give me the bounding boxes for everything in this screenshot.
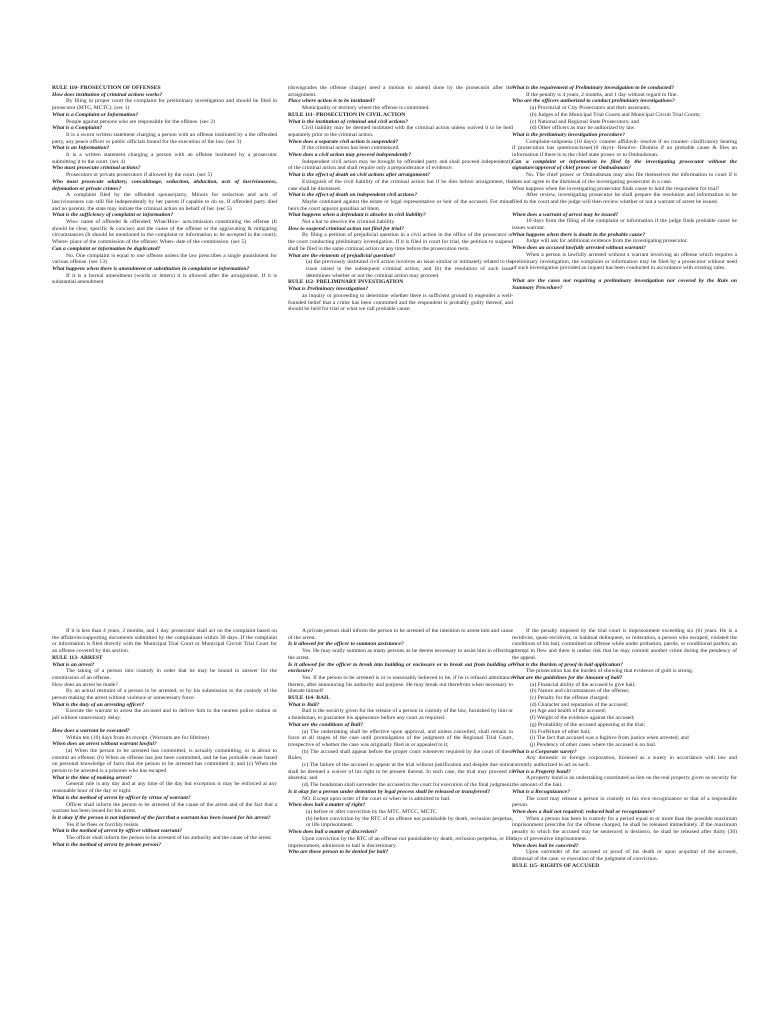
question-heading: What is the duty of an arresting officer? [52, 701, 145, 708]
paragraph: (i) The fact that accused was a fugitive from justice when arrested; and [530, 735, 689, 742]
question-heading: What is Bail? [288, 701, 320, 708]
question-heading: What is the effect of death on independent civil actions? [288, 192, 418, 199]
section-heading: RULE 111- PROSECUTION IN CIVIL ACTION [288, 111, 406, 118]
paragraph: (d) The bondsman shall surrender the accused to the court for execution of the final judgment. [302, 782, 513, 789]
question-heading: What is Preliminary investigation? [288, 286, 369, 293]
paragraph: Extinguish of the civil liability of the criminal action but if he dies before arraignment, the case shall be dismissed. [288, 178, 513, 192]
section-heading: RULE 114- BAIL [288, 695, 330, 702]
question-heading: What is a Corporate surety? [512, 748, 577, 755]
question-heading: When does an accused lawfully arrested without warrant? [512, 245, 646, 252]
paragraph: No. The chief prosec or Ombudsman may also file themselves the information to court if it does not agree to the dismissal of the investigating prosecutor in a case. [512, 172, 737, 185]
question-heading: When does bail be canceled? [512, 842, 579, 849]
question-heading: Who must prosecute adultery, concubinage, seduction, abduction, acts of lasciviousness, defamation or private crimes? [52, 178, 277, 192]
paragraph: (a) The undertaking shall be effective upon approval, and unless cancelled, shall remain in force at all stages of the case until promulgation of the judgment of the Regional Trial Court, irrespective of whether the case was originally filed in or appealed to it; [288, 728, 513, 748]
paragraph: (b) before conviction by the RTC of an offense not punishable by death, reclusion perpetua, or life imprisonment. [306, 815, 513, 829]
paragraph: NO. Except upon order of the court or when he is admitted to bail. [302, 795, 451, 802]
question-heading: What is a Complaint or Information? [52, 111, 139, 118]
question-heading: What is the institution of criminal and civil actions? [288, 118, 408, 125]
paragraph: It is a written statement charging a person with an offense instituted by a prosecutor submitting it to the court. (sec 4) [52, 152, 277, 165]
bottom-column-2 [288, 628, 513, 856]
paragraph: Yes. If the person to be arrested is or is reasonably believed to be, if he is refused admittance thereto, after announcing his authority and purpose. He may break out therefrom when necessary to liberate himself [288, 674, 513, 695]
paragraph: It is a sworn written statement charging a person with an offense instituted by a the offended party, any peace officer or public officials bound for the execution of the law. (sec 3) [52, 131, 277, 145]
question-heading: When does a Bail not required; reduced bail or recognizance? [512, 808, 656, 815]
question-heading: How does institution of criminal actions works? [52, 91, 163, 98]
question-heading: What is a Complaint? [52, 125, 103, 132]
paragraph: A private person shall inform the person to be arrested of the intention to arrest him and cause of the arrest. [288, 628, 513, 641]
question-heading: What are the elements of prejudicial question? [288, 252, 396, 259]
question-heading: What is the method of arrest by officer without warrant? [52, 828, 182, 835]
question-heading: When does a separate civil action is suspended? [288, 138, 399, 145]
top-column-2 [288, 85, 513, 313]
paragraph: When a person has been in custody for a period equal to or more than the possible maximum imprisonment prescribe for the offense charged, he shall be released immediately. If the maximum penalty to which the accused may be sentenced is destierro, he shall be released after thirty (30) days of preventive imprisonment. [512, 815, 737, 842]
paragraph: Any domestic or foreign corporation, licensed as a surety in accordance with law and currently authorized to act as such. [512, 755, 737, 769]
paragraph: (g) Probability of the accused appearing at the trial; [530, 721, 646, 728]
question-heading: Place where action is to be instituted? [288, 98, 376, 105]
paragraph: The prosecution has the burden of showing that evidence of guilt is strong. [526, 668, 694, 675]
question-heading: Who are those person to be denied for bail? [288, 849, 389, 856]
paragraph: (j) Pendency of other cases where the accused is on bail. [530, 741, 657, 748]
paragraph: (b) Judges of the Municipal Trial Courts and Municipal Circuit Trial Courts; [530, 111, 701, 118]
paragraph: The taking of a person into custody in order that he may be bound to answer for the commission of an offense. [52, 668, 277, 681]
paragraph: (b) The accused shall appear before the proper court whenever required by the court of these Rules; [288, 748, 513, 762]
question-heading: Can a complaint or information be duplicated? [52, 245, 161, 252]
question-heading: What is the sufficiency of complaint or information? [52, 212, 174, 219]
paragraph: (h) Forfeiture of other bail; [530, 728, 591, 735]
question-heading: What are the guidelines for the Amount of bail? [512, 674, 623, 681]
paragraph: Within ten (10) days from its receipt. (Warrants are for lifetime) [66, 734, 209, 741]
paragraph: (a) before or after conviction by the MTC, MTCC, MCTC [306, 808, 437, 815]
paragraph: By filing in proper court the complaint for preliminary investigation and should be filed in prosecutor (MTC, MCTC). (sec 1) [52, 98, 277, 112]
question-heading: What are the conditions of Bail? [288, 721, 364, 728]
paragraph: (a) Financial ability of the accused to give bail; [530, 681, 636, 688]
paragraph: Independent civil action may be brought by offended party and shall proceed independently of the criminal action and shall require only a preponderance of evidence. [288, 158, 513, 172]
question-heading: What is the method of arrest by private person? [52, 841, 162, 848]
section-heading: RULE 112- PRELIMINARY INVESTIGATION [288, 279, 404, 286]
paragraph: (c) Penalty for the offense charged; [530, 695, 609, 702]
paragraph: No. One complaint is equal to one offense unless the law prescribes a single punishment for various offense. (sec 13) [52, 252, 277, 266]
question-heading: Can a complaint or information be filed by the investigating prosecutor without the signature/approval of chief prosec or Ombudsman? [512, 158, 737, 172]
question-heading: Is it okay if the person is not informed of the fact that a warrant has been issued for his arrest? [52, 814, 271, 821]
paragraph: (d) Other officers as may be authorized by law. [530, 125, 636, 132]
paragraph: Maybe continued against the estate or legal representative or heir of the accused. For minor heirs the court appoint guardian ad litem. [288, 198, 513, 212]
question-heading: What is the Burden of proof in bail application? [512, 661, 623, 668]
paragraph: (a) Provincial or City Prosecutors and their assistants; [530, 105, 651, 112]
top-column-1 [52, 85, 277, 286]
paragraph: Execute the warrant to arrest the accused and to deliver him to the nearest police station or jail without unnecessary delay. [52, 708, 277, 722]
question-heading: How to suspend criminal action not filed for trial? [288, 225, 404, 232]
question-heading: How does a warrant be executed? [52, 727, 130, 734]
paragraph: Not a bar to absolve the criminal liability. [302, 219, 396, 226]
question-heading: What is a Recognizance? [512, 788, 570, 795]
paragraph: (a) the previously instituted civil action involves an issue similar or intimately related to the issue raised in the subsequent criminal action, and (b) the resolution of such issue determines whether or not the criminal action may proceed. [306, 259, 513, 279]
paragraph: Prosecutors or private prosecutors if allowed by the court. (sec 5) [66, 172, 213, 179]
question-heading: What is the requirement of Preliminary investigation to be conducted? [512, 85, 675, 91]
section-heading: RULE 113- ARREST [52, 654, 103, 661]
paragraph: If the penalty is 4 years, 2 months, and 1 day without regard to fine. [526, 91, 678, 98]
paragraph: (e) Age and health of the accused; [530, 708, 607, 715]
paragraph: Upon conviction by the RTC of an offense not punishable by death, reclusion perpetua, or life imprisonment, admission to bail is discretionary. [288, 835, 513, 849]
question-heading: What is the effect of death on civil actions after arraignment? [288, 172, 430, 179]
paragraph: If the penalty imposed by the trial court is imprisonment exceeding six (6) years. He is a recidivist, quasi-recidivist, or habitual delinquent, or reiteration, a person who escaped, violated the conditions of his bail, committed an offense while under probation, parole, or conditional pardon, an attempt to flew and there is undue risk that he may commit another crime during the pendency of the appeal. [512, 628, 737, 661]
bottom-column-1 [52, 628, 277, 849]
section-heading: RULE 115- RIGHTS OF ACCUSED [512, 862, 600, 869]
question-heading: What are the cases not requiring a preliminary investigation nor covered by the Rule on Summary Procedure? [512, 277, 737, 291]
paragraph: A property bond is an undertaking constituted as lien on the real property given as security for the amount of the bail. [512, 775, 737, 789]
paragraph: By filing a petition of prejudicial question in a civil action in the office of the prosecutor or the court conducting preliminary investigation. If it is filed in court for trial, the petition to suspend shall be filed in the same criminal action at any time before the prosecution rests. [288, 232, 513, 252]
paragraph: How does an arrest be made? [52, 681, 118, 688]
paragraph: Yes. He may orally summon as many persons as he deems necessary to assist him in effecting the arrest. [288, 648, 513, 661]
question-heading: Is it okay for a person under detention by legal process shall be released or transferred? [288, 788, 491, 795]
paragraph: Upon surrender of the accused or proof of his death or upon acquittal of the accused, dismissal of the case, or execution of the judgment of conviction. [512, 849, 737, 862]
paragraph: Who- name of offender & offended; What/How- acts/omission constituting the offense (It should be clear, specific & concise) and the cause of the offense or the aggravating & mitigating circumstances (It should be mentioned in the complaint or information to be accepted in the court); Where- place of the commission of the offense; When- date of the commission. (sec 5) [52, 219, 277, 246]
paragraph: What happens when the investigating prosecutor finds cause to hold the respondent for trial? [512, 185, 720, 192]
question-heading: When does an arrest without warrant lawful? [52, 741, 157, 748]
paragraph: an inquiry or proceeding to determine whether there is sufficient ground to engender a well-founded belief that a crime has been committed and the respondent is probably guilty thereof, and should be held for trial or what we call probable cause. [288, 292, 513, 313]
paragraph: People against persons who are responsible for the offense. (sec 2) [66, 118, 215, 125]
paragraph: (c) National and Regional State Prosecutors; and [530, 118, 640, 125]
paragraph: (c) The failure of the accused to appear at the trial without justification and despite due notice shall be deemed a waiver of his right to be present thereat. In such case, the trial may proceed in absentia; and [288, 762, 513, 782]
top-column-3 [512, 85, 737, 291]
question-heading: What happens when a defendant is absolve in civil liability? [288, 212, 426, 219]
paragraph: If it is a formal amendment (words or letters) it is allowed after the arraignment. If it is substantial amendment [52, 272, 277, 286]
question-heading: Is it allowed for the officer to summon assistance? [288, 641, 404, 648]
section-heading: RULE 110- PROSECUTION OF OFFENSES [52, 85, 161, 91]
question-heading: What happens when there is doubt in the probable cause? [512, 231, 646, 238]
paragraph: Municipality or territory where the offense is committed. [302, 105, 430, 112]
paragraph: A complaint filed by the offended spouse/party. Minors for seduction and acts of lasciviousness can still file independently by her parent if capable to do so. If offended party died and no parents, the state may initiate the criminal action on behalf of her. (sec 5) [52, 192, 277, 212]
paragraph: Bail is the security given for the release of a person in custody of the law, furnished by him or a bondsman, to guarantee his appearance before any court as required. [288, 708, 513, 722]
question-heading: What is an arrest? [52, 661, 95, 668]
question-heading: What is the method of arrest by officer by virtue of warrant? [52, 794, 191, 801]
question-heading: Who must prosecute criminal actions? [52, 165, 141, 172]
question-heading: What is the time of making arrest? [52, 774, 132, 781]
paragraph: By an actual restraint of a person to be arrested, or by his submission to the custody of the person making the arrest without violence or unnecessary force. [52, 688, 277, 702]
question-heading: When does a warrant of arrest may be issued? [512, 211, 619, 218]
question-heading: What is the preliminary investigation procedure? [512, 131, 625, 138]
paragraph: After review, investigating prosecutor he shall prepare the resolution and information to be filed to the court and the judge will then review whether or not a warrant of arrest be issued. [512, 192, 737, 205]
paragraph: Officer shall inform the person to be arrested of the cause of the arrest and of the fact that a warrant has been issued for his arrest. [52, 801, 277, 815]
question-heading: When does bail a matter of right? [288, 802, 366, 809]
paragraph: Yes if he flees or forcibly resists. [66, 821, 140, 828]
paragraph: (f) Weight of the evidence against the accused; [530, 715, 635, 722]
paragraph: Complaint-subpoena (10 days)- counter affidavit- resolve if no counter- clarificatory hearing if prosecution has questions/issue(10 days)- Resolve. Dismiss if no probable cause & files an information if there is to the chief state prosec or to Ombudsman. [512, 138, 737, 159]
paragraph: The officer shall inform the person to be arrested of his authority and the cause of the arrest. [66, 835, 273, 842]
question-heading: When does bail a matter of discretion? [288, 829, 377, 836]
paragraph: (downgrades the offense charge) need a motion to amend done by the prosecutor after the arraignment. [288, 85, 513, 98]
paragraph: (b) Nature and circumstances of the offense; [530, 688, 630, 695]
paragraph: Judge will ask for additional evidence from the investigating prosecutor. [526, 238, 688, 245]
paragraph: 10 days from the filing of the complaint or information if the judge finds probable cause he issues warrant. [512, 218, 737, 232]
question-heading: Who are the officers authorized to conduct preliminary investigations? [512, 98, 675, 105]
question-heading: What happens when there is amendment or substitution in complaint or information? [52, 265, 250, 272]
paragraph: Civil liability may be deemed instituted with the criminal action unless waived it to be held separately prior to the criminal action. [288, 125, 513, 138]
paragraph: When a person is lawfully arrested without a warrant involving an offense which requires a preliminary investigation, the complaint or information may be filed by a prosecutor without need of such investigation provided an inquest has been conducted in accordance with existing rules. [512, 251, 737, 272]
paragraph: The court may release a person in custody to his own recognizance or that of a responsible person. [512, 795, 737, 809]
question-heading: When does a civil action may proceed independently? [288, 152, 412, 159]
paragraph: General rule is any day and at any time of the day but exception is may be enforced at any reasonable hour of the day or night. [52, 781, 277, 795]
question-heading: What is a Property bond? [512, 768, 571, 775]
paragraph: If the criminal action has been commenced. [302, 145, 400, 152]
question-heading: What is an Information? [52, 145, 110, 152]
paragraph: (a) When the person to be arrested has committed, is actually committing, or is about to commit an offense; (b) When an offense has just been committed, and he has probable cause based on personal knowledge of facts that the person to be arrested has committed it; and (c) When the person to be arrested is a prisoner who has escaped. [52, 747, 277, 775]
paragraph: If it is less than 4 years, 2 months, and 1 day. prosecutor shall act on the complaint based on the affidavits/supporting documents submitted by the complainant within 30 days. If the complaint or information is filed directly with the Municipal Trial Court or Municipal Circuit Trial Court for an offense covered by this section. [52, 628, 277, 655]
bottom-column-3 [512, 628, 737, 869]
question-heading: Is it allowed for the officer to break into building or enclosure or to break out from building or enclosure? [288, 661, 513, 675]
paragraph: (d) Character and reputation of the accused; [530, 701, 629, 708]
